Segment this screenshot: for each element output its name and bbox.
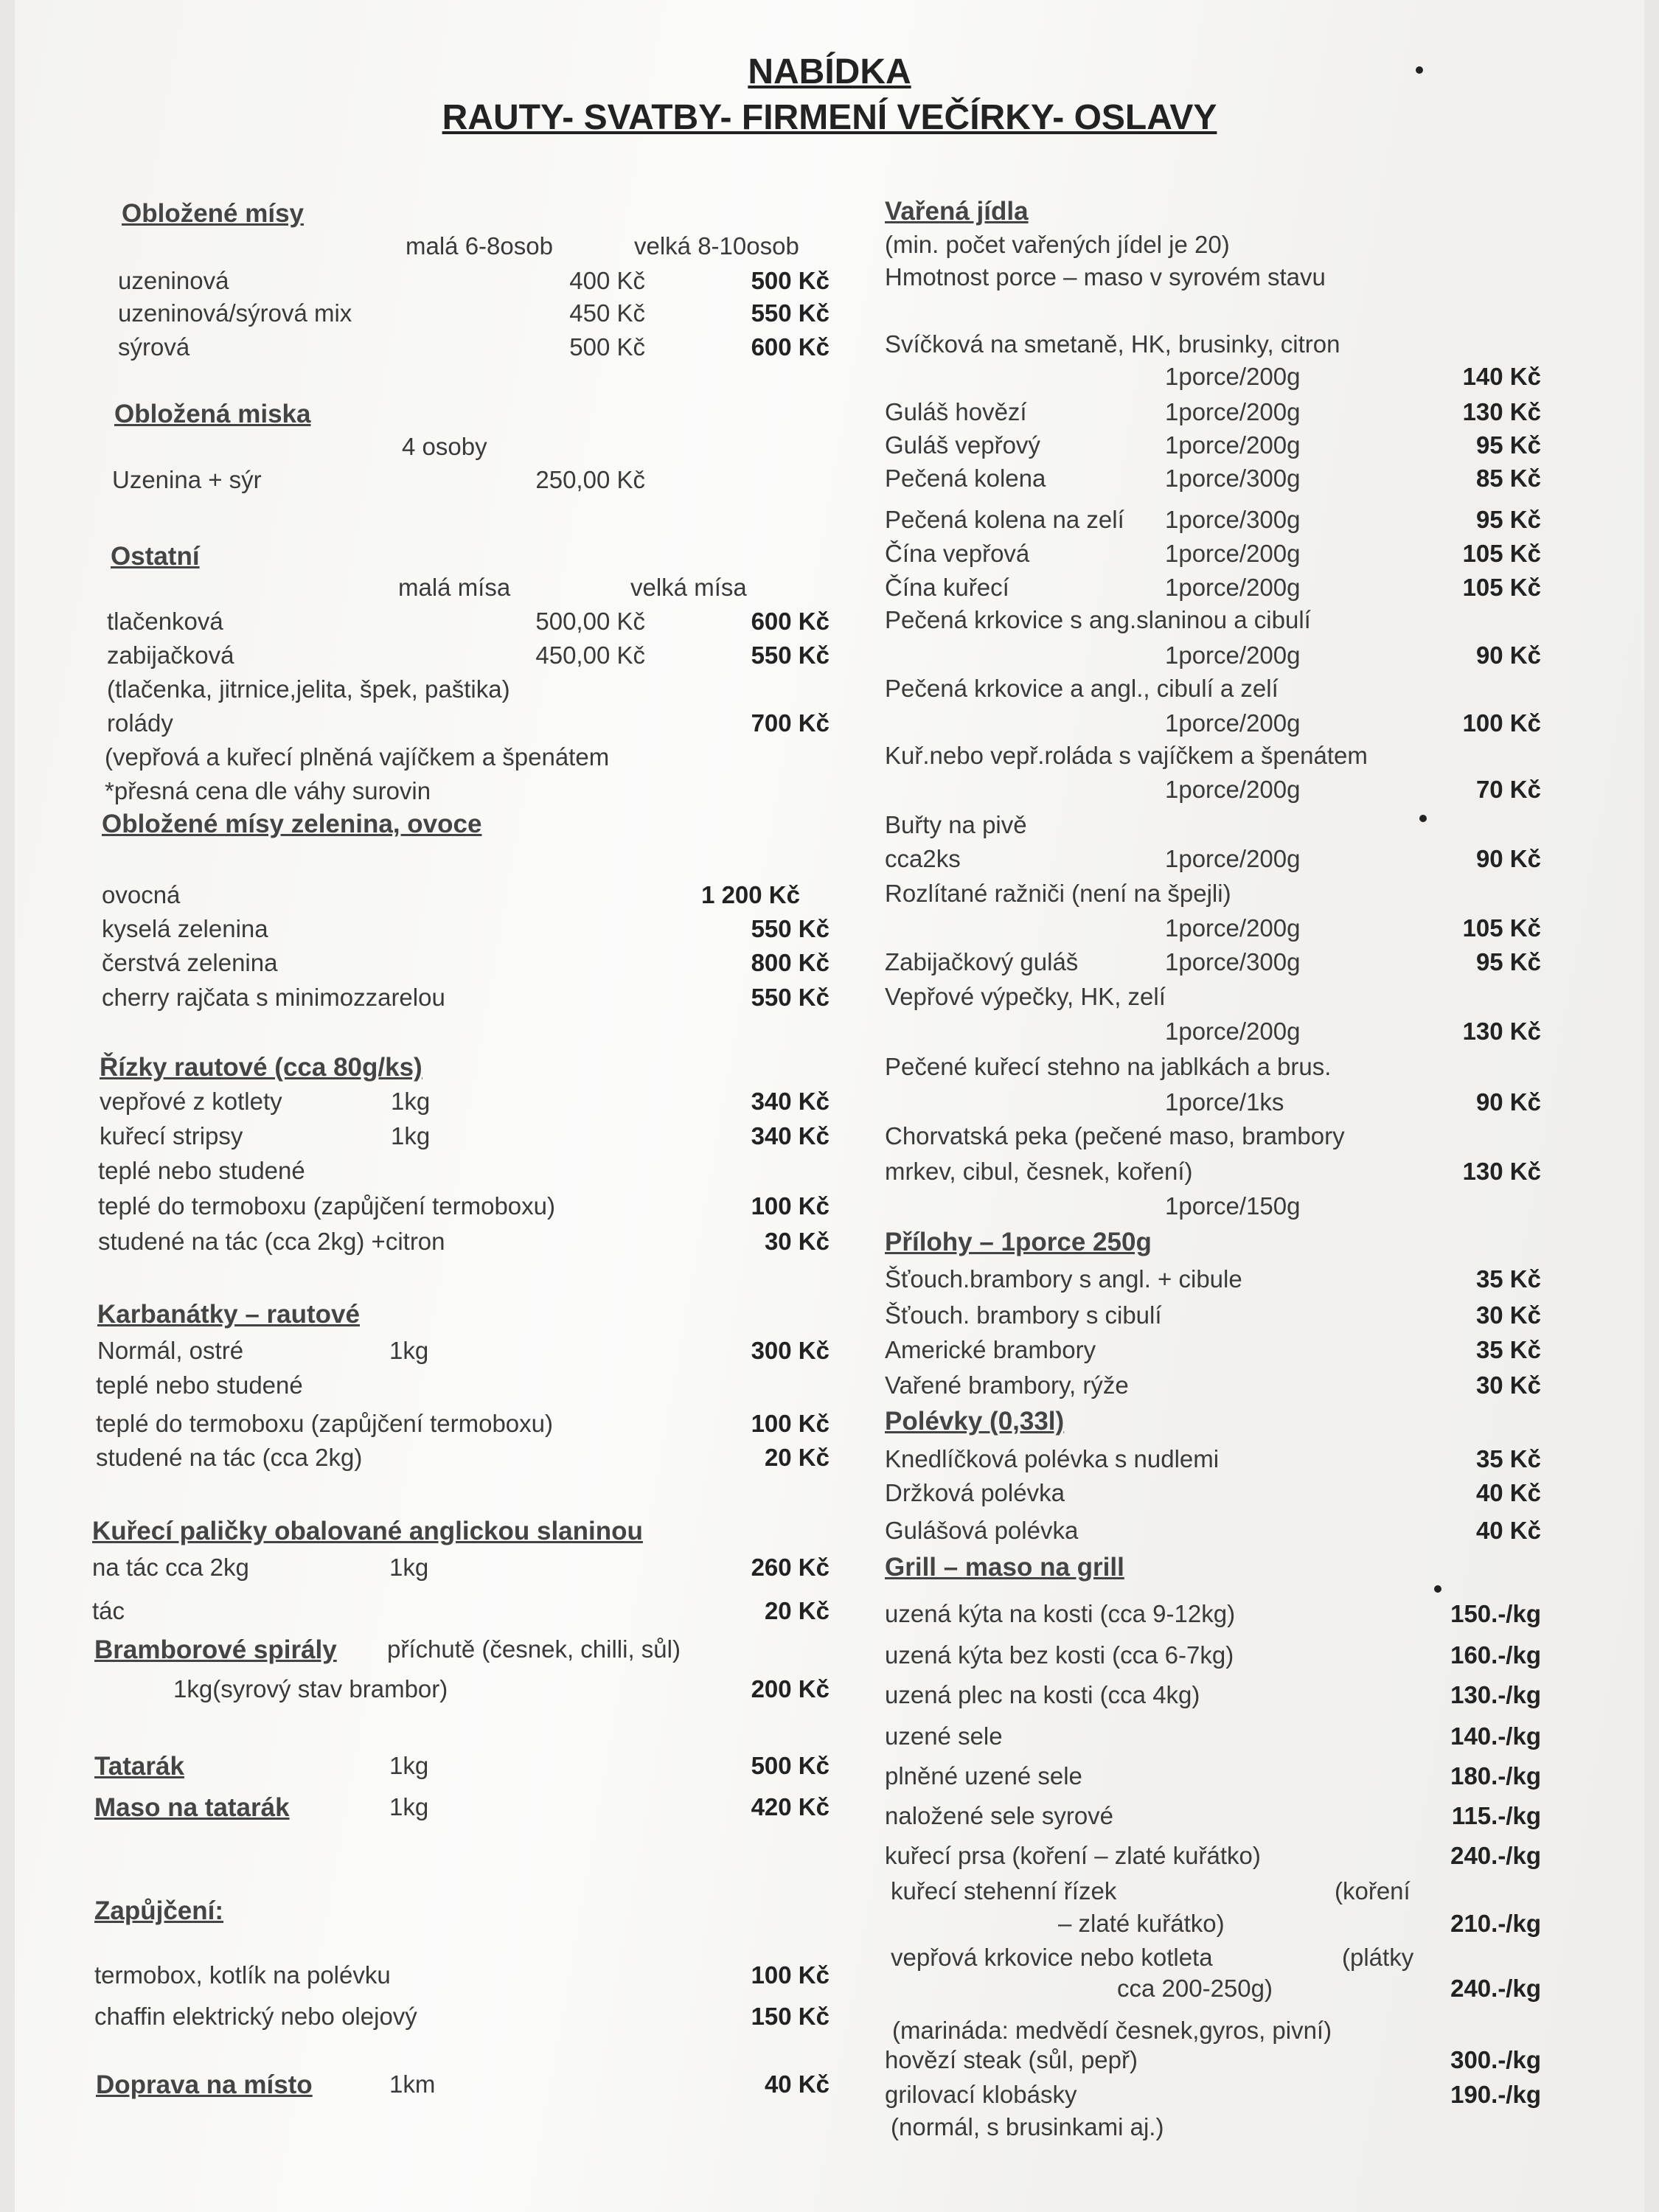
section-heading: Doprava na místo	[96, 2070, 313, 2099]
price: 140 Kč	[1462, 363, 1541, 390]
menu-text: Chorvatská peka (pečené maso, brambory	[885, 1122, 1345, 1150]
price: 35 Kč	[1475, 1336, 1541, 1363]
price: 150.-/kg	[1450, 1600, 1541, 1627]
menu-text: 1porce/200g	[1165, 431, 1301, 459]
section-heading: Maso na tatarák	[94, 1793, 290, 1822]
menu-text: Normál, ostré	[97, 1337, 244, 1364]
section-heading: Kuřecí paličky obalované anglickou slaninou	[92, 1517, 643, 1545]
price: 150 Kč	[751, 2003, 830, 2030]
menu-text: 1porce/300g	[1165, 948, 1301, 975]
menu-text: ovocná	[102, 881, 181, 908]
menu-text: 1porce/200g	[1165, 709, 1301, 737]
menu-text: Pečená kolena na zelí	[885, 506, 1124, 533]
price: 340 Kč	[751, 1122, 830, 1150]
menu-text: Držková polévka	[885, 1479, 1065, 1506]
price: 20 Kč	[764, 1597, 830, 1624]
price: 40 Kč	[1475, 1479, 1541, 1506]
menu-text: 1porce/200g	[1165, 641, 1301, 669]
menu-text: uzené sele	[885, 1722, 1003, 1750]
menu-text: rolády	[107, 709, 173, 737]
ink-dot	[1434, 1585, 1441, 1593]
menu-text: Pečená krkovice s ang.slaninou a cibulí	[885, 606, 1311, 633]
price: 95 Kč	[1475, 948, 1541, 975]
menu-text: na tác cca 2kg	[92, 1554, 249, 1581]
section-heading: Obložené mísy	[122, 199, 305, 228]
menu-text: 500,00 Kč	[535, 608, 645, 635]
price: 100 Kč	[751, 1192, 830, 1220]
menu-text: 1porce/200g	[1165, 574, 1301, 601]
price: 100 Kč	[751, 1961, 830, 1989]
menu-text: 1porce/300g	[1165, 465, 1301, 492]
section-heading: Řízky rautové (cca 80g/ks)	[100, 1053, 422, 1082]
price: 140.-/kg	[1450, 1722, 1541, 1750]
menu-text: (koření	[1335, 1877, 1411, 1905]
menu-text: Šťouch. brambory s cibulí	[885, 1301, 1162, 1329]
price: 1 200 Kč	[701, 881, 800, 908]
menu-text: sýrová	[118, 333, 190, 361]
menu-text: Pečená krkovice a angl., cibulí a zelí	[885, 675, 1279, 702]
menu-text: Americké brambory	[885, 1336, 1096, 1363]
price: 130 Kč	[1462, 1158, 1541, 1185]
section-heading: Karbanátky – rautové	[97, 1300, 360, 1329]
menu-text: 4 osoby	[402, 433, 487, 460]
price: 550 Kč	[751, 641, 830, 669]
menu-text: kuřecí prsa (koření – zlaté kuřátko)	[885, 1842, 1261, 1869]
menu-text: tác	[92, 1597, 125, 1624]
menu-text: Šťouch.brambory s angl. + cibule	[885, 1265, 1242, 1293]
menu-text: chaffin elektrický nebo olejový	[94, 2003, 417, 2030]
menu-text: studené na tác (cca 2kg) +citron	[98, 1228, 445, 1255]
menu-text: zabijačková	[107, 641, 234, 669]
section-heading: Obložené mísy zelenina, ovoce	[102, 810, 482, 838]
menu-text: 1kg(syrový stav brambor)	[173, 1675, 448, 1703]
ink-dot	[1416, 66, 1423, 74]
menu-text: hovězí steak (sůl, pepř)	[885, 2046, 1138, 2073]
menu-text: kuřecí stripsy	[100, 1122, 243, 1150]
section-heading: Přílohy – 1porce 250g	[885, 1228, 1152, 1256]
menu-text: 1porce/200g	[1165, 914, 1301, 942]
menu-text: Guláš hovězí	[885, 398, 1027, 425]
price: 300 Kč	[751, 1337, 830, 1364]
menu-text: *přesná cena dle váhy surovin	[105, 777, 431, 804]
menu-text: Pečené kuřecí stehno na jablkách a brus.	[885, 1053, 1332, 1080]
menu-text: (min. počet vařených jídel je 20)	[885, 231, 1230, 258]
price: 90 Kč	[1475, 641, 1541, 669]
price: 260 Kč	[751, 1554, 830, 1581]
price: 105 Kč	[1462, 914, 1541, 942]
price: 40 Kč	[764, 2070, 830, 2098]
price: 35 Kč	[1475, 1445, 1541, 1472]
menu-text: 1kg	[389, 1337, 429, 1364]
menu-text: teplé nebo studené	[98, 1157, 305, 1184]
menu-text: cca 200-250g)	[1117, 1975, 1273, 2002]
price: 130.-/kg	[1450, 1681, 1541, 1708]
menu-text: Vařené brambory, rýže	[885, 1371, 1129, 1399]
menu-text: uzená kýta na kosti (cca 9-12kg)	[885, 1600, 1236, 1627]
menu-text: naložené sele syrové	[885, 1802, 1114, 1829]
menu-text: (vepřová a kuřecí plněná vajíčkem a špenátem	[105, 743, 610, 771]
menu-text: 1porce/200g	[1165, 1018, 1301, 1045]
price: 130 Kč	[1462, 1018, 1541, 1045]
menu-sheet	[15, 0, 1644, 2212]
menu-text: kyselá zelenina	[102, 915, 268, 942]
menu-text: Knedlíčková polévka s nudlemi	[885, 1445, 1220, 1472]
price: 550 Kč	[751, 915, 830, 942]
menu-text: teplé do termoboxu (zapůjčení termoboxu)	[96, 1410, 554, 1437]
menu-text: 1porce/200g	[1165, 363, 1301, 390]
price: 115.-/kg	[1451, 1802, 1541, 1829]
menu-text: Hmotnost porce – maso v syrovém stavu	[885, 263, 1326, 291]
price: 210.-/kg	[1450, 1910, 1541, 1937]
menu-text: uzeninová/sýrová mix	[118, 299, 352, 327]
price: 30 Kč	[1475, 1371, 1541, 1399]
menu-text: cherry rajčata s minimozzarelou	[102, 984, 445, 1011]
price: 550 Kč	[751, 299, 830, 327]
menu-text: 1kg	[389, 1793, 429, 1820]
menu-text: Vepřové výpečky, HK, zelí	[885, 983, 1166, 1010]
section-heading: Tatarák	[94, 1752, 184, 1781]
menu-text: vepřové z kotlety	[100, 1088, 282, 1115]
price: 190.-/kg	[1450, 2081, 1541, 2108]
section-heading: Grill – maso na grill	[885, 1553, 1124, 1582]
menu-text: Guláš vepřový	[885, 431, 1040, 459]
section-heading: Vařená jídla	[885, 197, 1029, 226]
menu-text: teplé do termoboxu (zapůjčení termoboxu)	[98, 1192, 556, 1220]
price: 30 Kč	[1475, 1301, 1541, 1329]
menu-text: 1kg	[389, 1554, 429, 1581]
menu-text: velká 8-10osob	[634, 232, 799, 260]
menu-text: 500 Kč	[569, 333, 645, 361]
menu-text: tlačenková	[107, 608, 223, 635]
menu-text: malá mísa	[398, 574, 511, 601]
menu-text: cca2ks	[885, 845, 961, 872]
menu-text: – zlaté kuřátko)	[1058, 1910, 1225, 1937]
menu-text: plněné uzené sele	[885, 1762, 1082, 1790]
menu-text: uzená kýta bez kosti (cca 6-7kg)	[885, 1641, 1234, 1669]
price: 90 Kč	[1475, 1088, 1541, 1116]
menu-text: (plátky	[1342, 1944, 1414, 1971]
price: 130 Kč	[1462, 398, 1541, 425]
menu-text: studené na tác (cca 2kg)	[96, 1444, 363, 1471]
price: 800 Kč	[751, 949, 830, 976]
menu-text: Pečená kolena	[885, 465, 1046, 492]
page-title: NABÍDKA	[748, 52, 911, 91]
menu-text: uzená plec na kosti (cca 4kg)	[885, 1681, 1200, 1708]
menu-text: 1porce/1ks	[1165, 1088, 1284, 1116]
price: 35 Kč	[1475, 1265, 1541, 1293]
menu-text: (marináda: medvědí česnek,gyros, pivní)	[892, 2017, 1332, 2044]
price: 95 Kč	[1475, 431, 1541, 459]
price: 300.-/kg	[1450, 2046, 1541, 2073]
menu-text: Kuř.nebo vepř.roláda s vajíčkem a špenátem	[885, 742, 1368, 769]
menu-text: 1porce/300g	[1165, 506, 1301, 533]
price: 40 Kč	[1475, 1517, 1541, 1544]
menu-text: 450,00 Kč	[535, 641, 645, 669]
price: 340 Kč	[751, 1088, 830, 1115]
section-heading: Bramborové spirály	[94, 1635, 337, 1664]
menu-text: 250,00 Kč	[535, 466, 645, 493]
menu-text: grilovací klobásky	[885, 2081, 1077, 2108]
menu-text: 1kg	[391, 1122, 431, 1150]
ink-dot	[1419, 815, 1427, 822]
price: 500 Kč	[751, 1752, 830, 1779]
price: 180.-/kg	[1450, 1762, 1541, 1790]
menu-text: 1porce/200g	[1165, 845, 1301, 872]
menu-text: 1porce/150g	[1165, 1192, 1301, 1220]
price: 105 Kč	[1462, 574, 1541, 601]
menu-text: 450 Kč	[569, 299, 645, 327]
page-subtitle: RAUTY- SVATBY- FIRMENÍ VEČÍRKY- OSLAVY	[442, 98, 1217, 137]
section-heading: Obložená miska	[114, 400, 311, 428]
menu-text: velká mísa	[630, 574, 747, 601]
price: 70 Kč	[1475, 776, 1541, 803]
menu-text: termobox, kotlík na polévku	[94, 1961, 391, 1989]
price: 95 Kč	[1475, 506, 1541, 533]
price: 85 Kč	[1475, 465, 1541, 492]
menu-text: Zabijačkový guláš	[885, 948, 1079, 975]
section-heading: Ostatní	[111, 542, 200, 571]
price: 550 Kč	[751, 984, 830, 1011]
menu-text: 1porce/200g	[1165, 398, 1301, 425]
price: 420 Kč	[751, 1793, 830, 1820]
menu-text: Buřty na pivě	[885, 811, 1027, 838]
menu-text: vepřová krkovice nebo kotleta	[891, 1944, 1213, 1971]
menu-text: 1kg	[391, 1088, 431, 1115]
section-heading: Polévky (0,33l)	[885, 1407, 1065, 1436]
price: 100 Kč	[1462, 709, 1541, 737]
price: 200 Kč	[751, 1675, 830, 1703]
menu-text: příchutě (česnek, chilli, sůl)	[387, 1635, 681, 1663]
menu-text: (normál, s brusinkami aj.)	[891, 2113, 1164, 2140]
menu-text: 1porce/200g	[1165, 540, 1301, 567]
price: 90 Kč	[1475, 845, 1541, 872]
price: 600 Kč	[751, 333, 830, 361]
menu-text: čerstvá zelenina	[102, 949, 278, 976]
menu-text: teplé nebo studené	[96, 1371, 303, 1399]
menu-text: kuřecí stehenní řízek	[891, 1877, 1117, 1905]
menu-text: (tlačenka, jitrnice,jelita, špek, paštika)	[107, 675, 510, 703]
menu-text: uzeninová	[118, 267, 229, 294]
price: 100 Kč	[751, 1410, 830, 1437]
menu-text: Čína vepřová	[885, 540, 1030, 567]
section-heading: Zapůjčení:	[94, 1896, 224, 1925]
price: 20 Kč	[764, 1444, 830, 1471]
price: 240.-/kg	[1450, 1842, 1541, 1869]
price: 700 Kč	[751, 709, 830, 737]
price: 30 Kč	[764, 1228, 830, 1255]
menu-text: mrkev, cibul, česnek, koření)	[885, 1158, 1193, 1185]
menu-text: 1porce/200g	[1165, 776, 1301, 803]
price: 160.-/kg	[1450, 1641, 1541, 1669]
menu-text: 1kg	[389, 1752, 429, 1779]
price: 600 Kč	[751, 608, 830, 635]
menu-text: Svíčková na smetaně, HK, brusinky, citron	[885, 330, 1340, 358]
menu-text: Rozlítané ražniči (není na špejli)	[885, 880, 1231, 907]
menu-text: 1km	[389, 2070, 436, 2098]
menu-text: Čína kuřecí	[885, 574, 1009, 601]
menu-text: Uzenina + sýr	[112, 466, 262, 493]
price: 500 Kč	[751, 267, 830, 294]
price: 105 Kč	[1462, 540, 1541, 567]
menu-text: malá 6-8osob	[406, 232, 553, 260]
menu-text: 400 Kč	[569, 267, 645, 294]
menu-text: Gulášová polévka	[885, 1517, 1079, 1544]
price: 240.-/kg	[1450, 1975, 1541, 2002]
